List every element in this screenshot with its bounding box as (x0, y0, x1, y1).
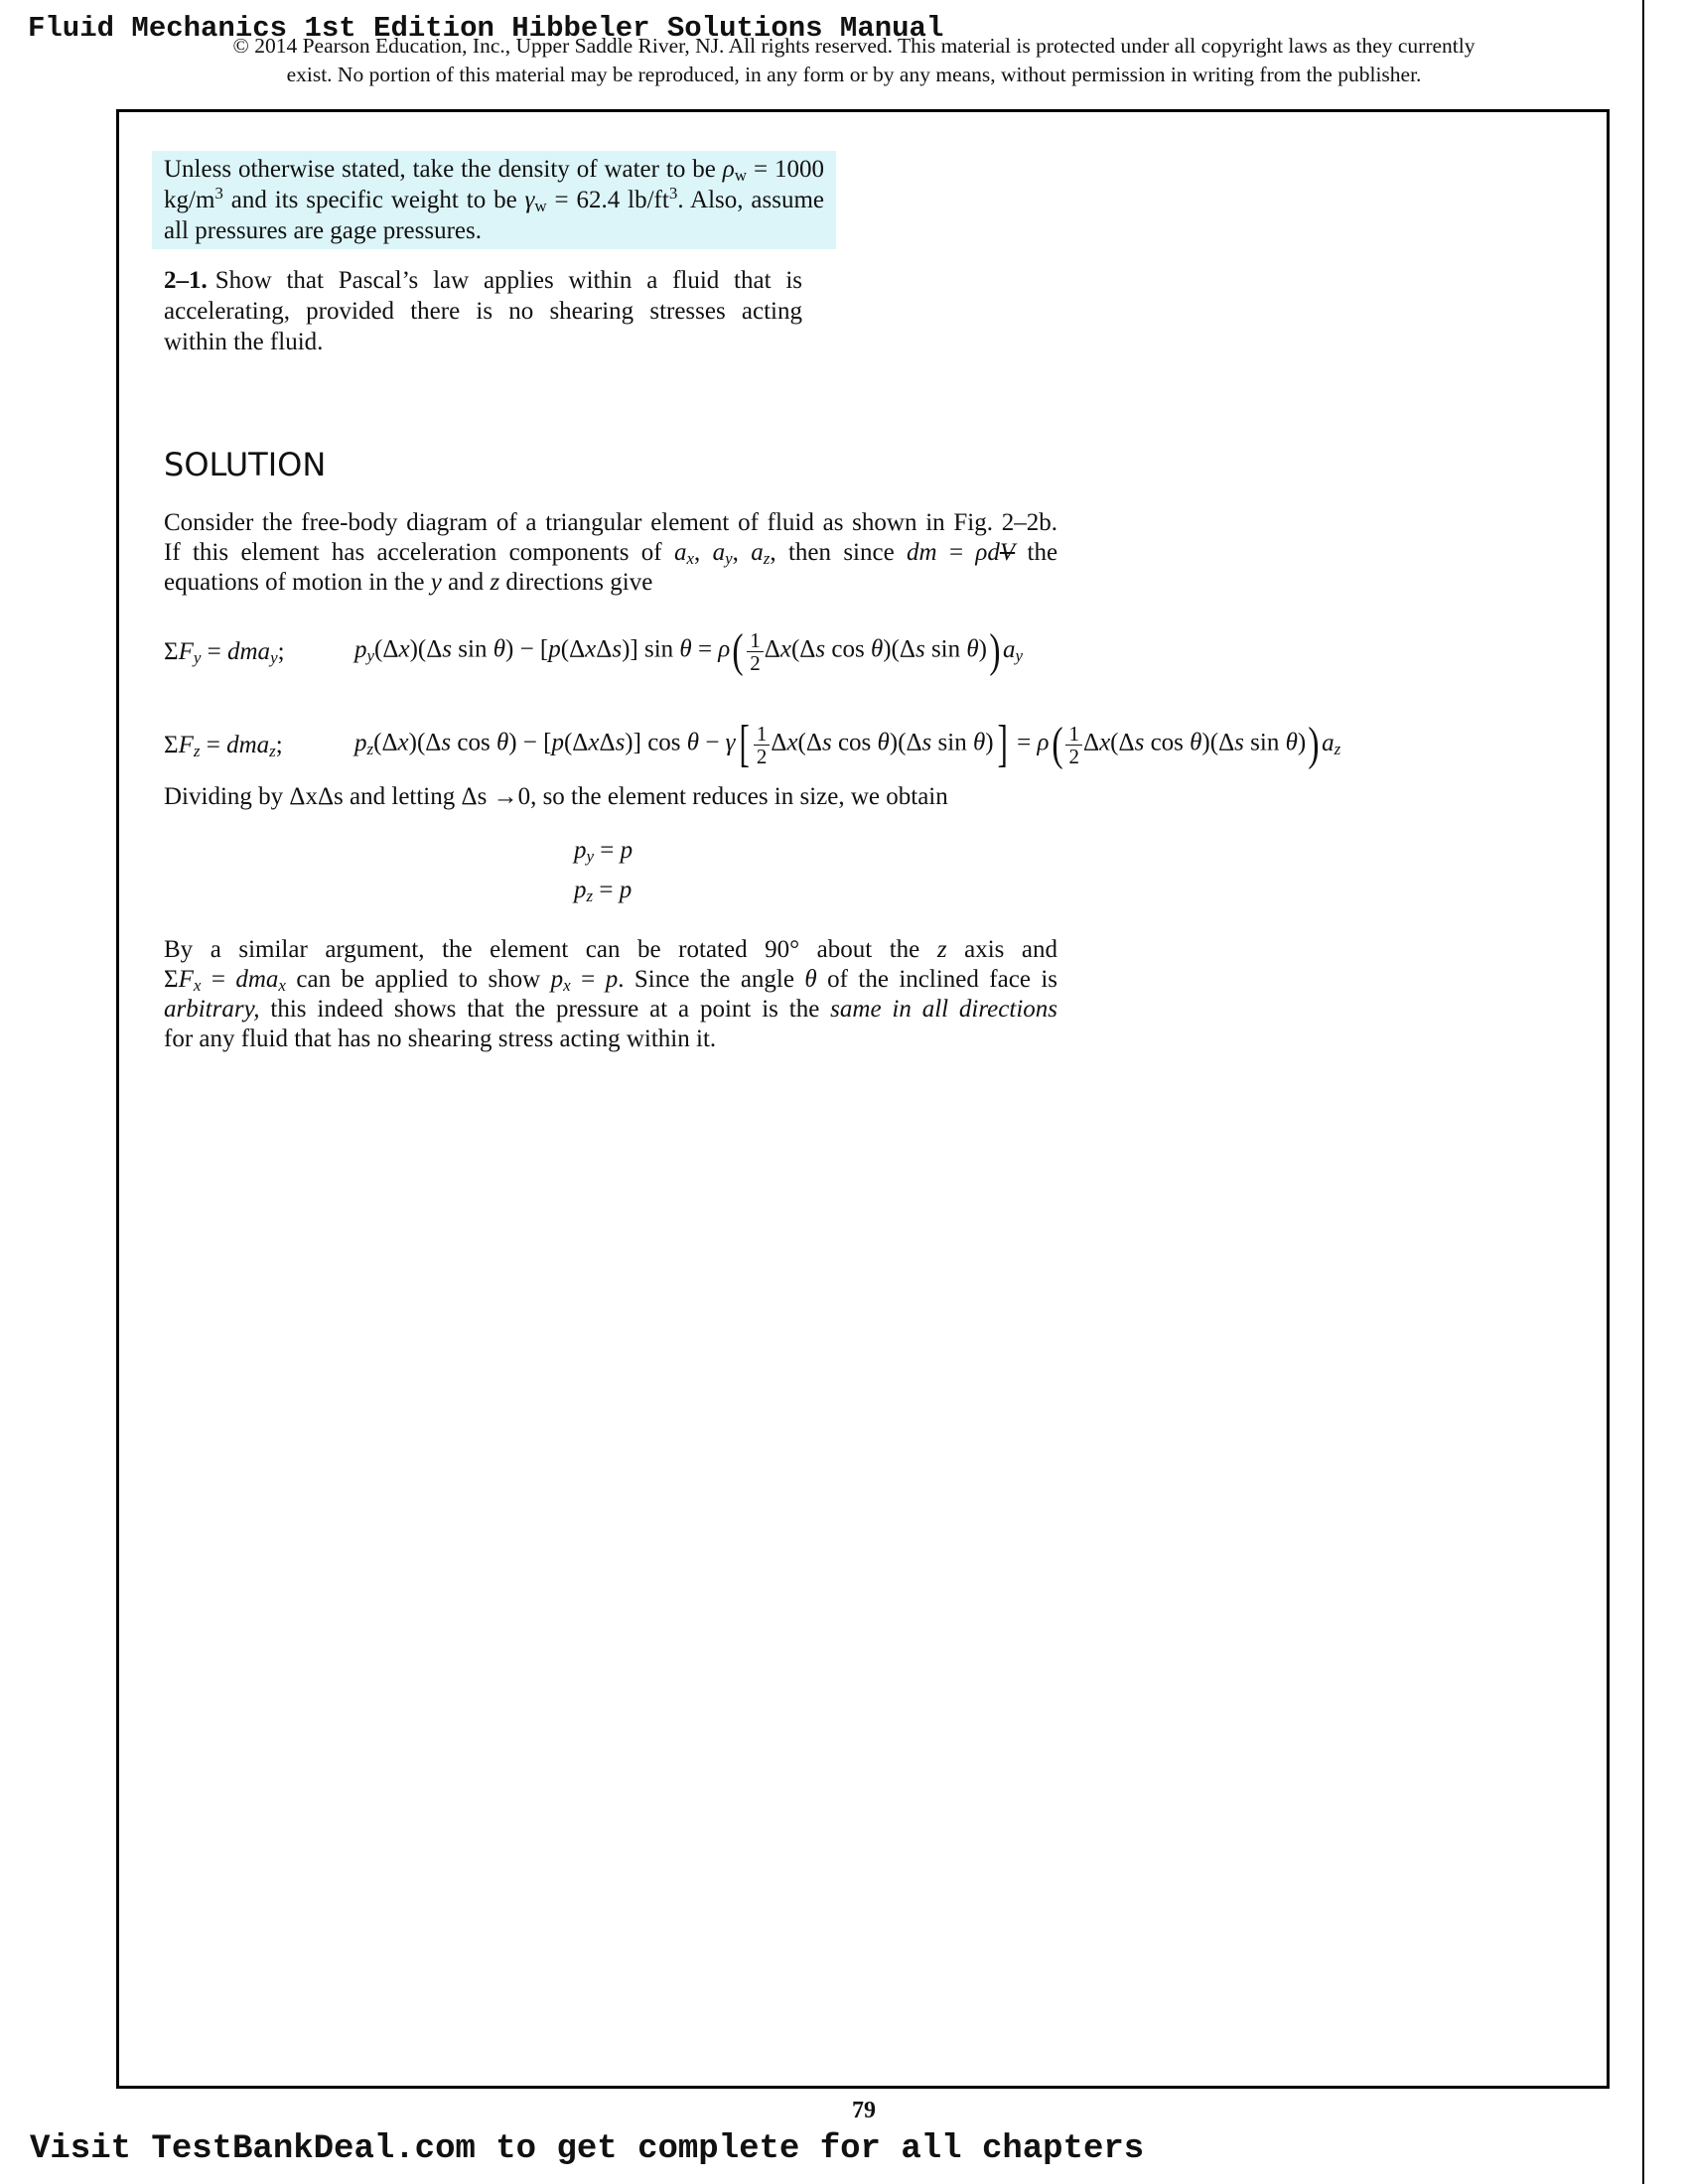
p1-line2-text-c: the (1027, 539, 1058, 566)
result-py: $p_y = p$ (574, 837, 633, 866)
solution-p1-line-2: If this element has acceleration components of $a_x$, $a_y$, $a_z$, then since dm = ρdV the (164, 539, 1058, 568)
p3-line1-text-b: axis and (964, 936, 1058, 963)
right-edge-rule (1642, 0, 1644, 2184)
p1-line3-text-c: directions give (505, 569, 653, 596)
p2-text-a: Dividing by ΔxΔs and letting Δs (164, 783, 488, 810)
p1-line2-text-a: If this element has acceleration components of (164, 539, 662, 566)
solution-p3-line-4: for any fluid that has no shearing stress acting within it. (164, 1025, 717, 1052)
solution-p1-line-1: Consider the free-body diagram of a triangular element of fluid as shown in Fig. 2–2b. (164, 509, 1057, 536)
solution-heading: SOLUTION (164, 446, 327, 483)
given-line-1: Unless otherwise stated, take the density of water to be (164, 156, 716, 183)
problem-statement (164, 265, 802, 357)
p2-text-b: 0, so the element reduces in size, we obtain (517, 783, 948, 810)
footer-promo-text: Visit TestBankDeal.com to get complete for all chapters (30, 2130, 1145, 2168)
solution-p3-line-2: $\Sigma F_x = dma_x$ can be applied to show $p_x = p$. Since the angle θ of the inclined face is (164, 966, 1058, 995)
equation-of-motion-z (164, 716, 1341, 772)
solution-p1-line-3: equations of motion in the y and z directions give (164, 569, 653, 596)
limit-arrow-icon: → (492, 783, 518, 810)
solution-p3-line-3 (164, 995, 1057, 1024)
given-line-3-text: . Also, assume all pressures are gage pressures. (164, 187, 824, 244)
water-specific-weight-value: 62.4 lb/ft (576, 187, 669, 213)
p3-line1-text-a: By a similar argument, the element can be rotated 90° about the (164, 936, 920, 963)
problem-text: Show that Pascal’s law applies within a fluid that is accelerating, provided there is no shearing stresses acting within the fluid. (164, 267, 802, 355)
copyright-line-2: exist. No portion of this material may be reproduced, in any form or by any means, without permission in writing from the publisher. (286, 63, 1422, 86)
solution-paragraph-2 (164, 782, 1057, 812)
copyright-line-1: © 2014 Pearson Education, Inc., Upper Saddle River, NJ. All rights reserved. This material is protected under all copyright laws as they currently (232, 34, 1476, 58)
result-pz: $p_z = p$ (574, 877, 633, 905)
p3-line2-text-b: Since the angle (633, 966, 794, 993)
solution-paragraph-3 (164, 935, 1057, 1054)
given-conditions-box: Unless otherwise stated, take the density of water to be $\rho_w = 1000$ $kg/m^3$ and its specific weight to be $\gamma_w = 62.4$ $lb/ft^3$. Also, assume all pressures are gage pressures. (152, 151, 836, 249)
solution-paragraph-1 (164, 508, 1057, 598)
equation-z-body: $p_z(\Delta x)(\Delta s$ cos θ) − [p(ΔxΔs)] cos θ − γ[ $\frac{1}{2}$ Δx(Δs cos θ)(Δs sin θ)] = ρ( $\frac{1}{2}$ Δx(Δs cos θ)(Δs $\sin \theta))a_z$ (354, 716, 1341, 772)
water-density-value: 1000 kg/m (164, 156, 824, 213)
p1-line3-text-b: and (448, 569, 485, 596)
solution-p3-line-1: By a similar argument, the element can be rotated 90° about the z axis and (164, 936, 1058, 963)
equation-z-label: $\Sigma F_z = dma_z$; (164, 731, 283, 760)
page-frame (116, 109, 1610, 2089)
document-title: Fluid Mechanics 1st Edition Hibbeler Solutions Manual (28, 12, 944, 45)
p3-line2-text-c: of the inclined face is (827, 966, 1058, 993)
p3-line2-text-a: can be applied to show (296, 966, 541, 993)
equation-y-label: $\Sigma F_y = dma_y$; (164, 637, 285, 667)
p3-line3-text-c: same in all directions (830, 996, 1057, 1023)
page-number: 79 (852, 2098, 876, 2123)
p3-line3-text-b: this indeed shows that the pressure at a point is the (270, 996, 820, 1023)
p1-line3-text-a: equations of motion in the (164, 569, 425, 596)
copyright-notice (139, 32, 1569, 89)
problem-number: 2–1. (164, 267, 208, 294)
equation-y-body: $p_y(\Delta x)(\Delta s$ sin θ) − [p(ΔxΔs)] sin θ = ρ( $\frac{1}{2}$ Δx(Δs cos θ)(Δs $\sin \theta))a_y$ (354, 624, 1024, 677)
equation-of-motion-y (164, 624, 1024, 677)
p3-line3-text-a: arbitrary, (164, 996, 260, 1023)
given-line-2-text: and its specific weight to be (230, 187, 517, 213)
p1-line2-text-b: then since (787, 539, 895, 566)
